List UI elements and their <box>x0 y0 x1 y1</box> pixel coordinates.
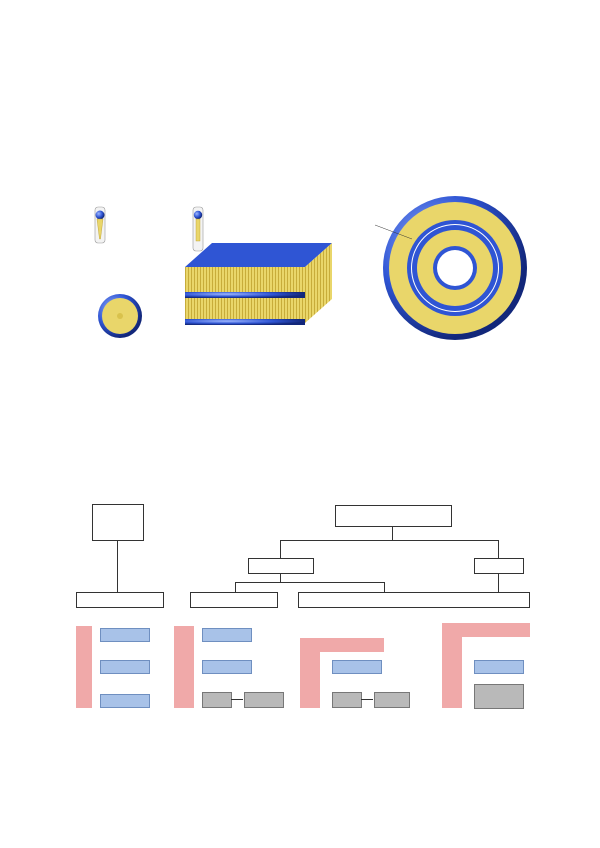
reserve-lipids-box <box>92 504 144 541</box>
cylinder-lipid-icon <box>193 207 203 251</box>
connector <box>280 574 281 582</box>
liposome-icon <box>383 196 527 340</box>
connector <box>384 582 385 592</box>
lipid-classes-figure <box>70 482 532 772</box>
wedge-lipid-icon <box>95 207 105 243</box>
membrane-lipids-box <box>335 505 452 527</box>
alcohol-box <box>244 692 284 708</box>
connector <box>235 582 236 592</box>
glycolipids-box <box>474 558 524 574</box>
connector <box>231 699 243 700</box>
sugar-box <box>474 684 524 709</box>
connector <box>361 699 373 700</box>
connector <box>392 526 393 540</box>
triacylglycerols-box <box>76 592 164 608</box>
connector <box>117 540 118 592</box>
fatty-acid-box <box>332 660 382 674</box>
fatty-acid-box <box>474 660 524 674</box>
fatty-acid-box <box>100 628 150 642</box>
glycerophospholipids-box <box>190 592 278 608</box>
fatty-acid-box <box>100 694 150 708</box>
phosphate-box <box>202 692 232 708</box>
sphingosine-bar <box>300 638 384 652</box>
connector <box>280 540 281 558</box>
micelle-icon <box>98 294 142 338</box>
lipid-structures-illustration <box>70 195 530 365</box>
connector <box>498 574 499 592</box>
connector <box>280 540 498 541</box>
phosphate-box <box>332 692 362 708</box>
sphingosine-bar-2 <box>442 623 530 637</box>
choline-box <box>374 692 410 708</box>
fatty-acid-box <box>202 660 252 674</box>
glycerophospholipid-panel <box>174 626 194 708</box>
phospholipids-box <box>248 558 314 574</box>
connector <box>498 540 499 558</box>
sphingolipids-box <box>298 592 530 608</box>
connector <box>235 582 385 583</box>
lipid-structures-figure <box>70 195 530 365</box>
fatty-acid-box <box>100 660 150 674</box>
fatty-acid-box <box>202 628 252 642</box>
bilayer-icon <box>185 243 332 325</box>
